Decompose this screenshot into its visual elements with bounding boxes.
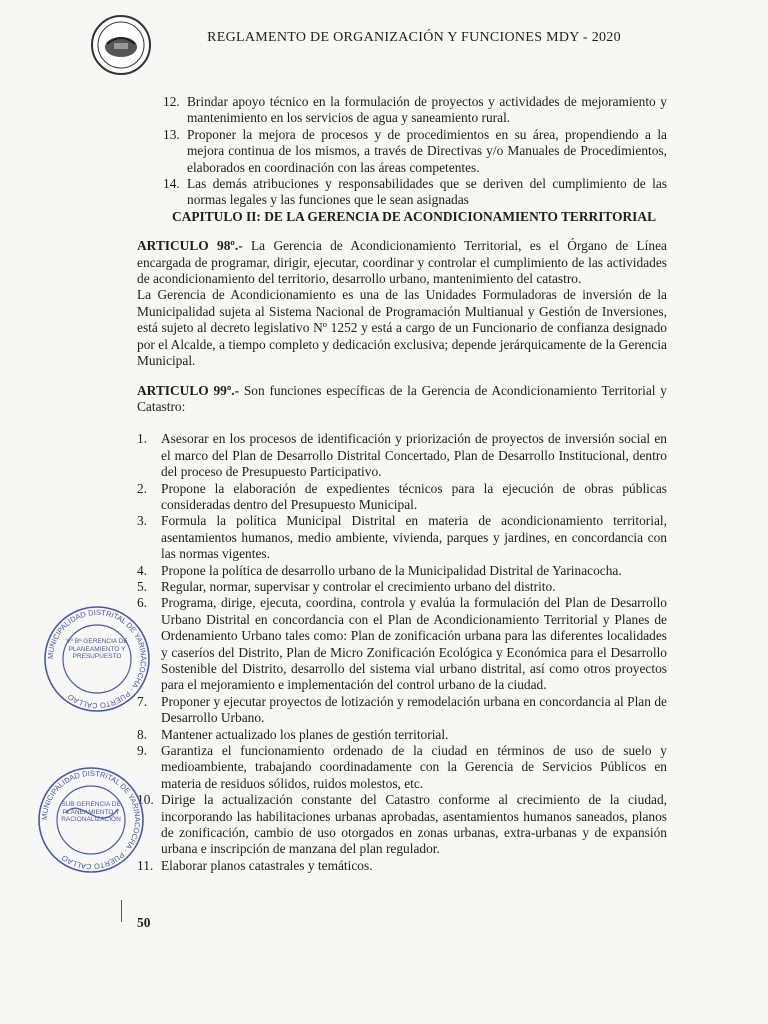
stamp-center-text: Vº Bº GERENCIA DE PLANEAMIENTO Y PRESUPUESTO xyxy=(66,638,128,660)
list-item xyxy=(137,563,667,579)
item-number: 6. xyxy=(137,595,148,611)
item-number: 3. xyxy=(137,513,148,529)
item-text: Propone la elaboración de expedientes técnicos para la ejecución de obras públicas consideradas dentro del Presupuesto Municipal. xyxy=(161,480,667,512)
item-text: Proponer y ejecutar proyectos de lotización y remodelación urbana en concordancia al Plan de Desarrollo Urbano. xyxy=(161,693,667,726)
chapter-heading: CAPITULO II: DE LA GERENCIA DE ACONDICIONAMIENTO TERRITORIAL xyxy=(171,208,657,224)
item-text: Proponer la mejora de procesos y de procedimientos en su área, propendiendo a la mejora continua de los mismos, a través de Directivas y/o Manuales de Procedimientos, elaborados en coordinación con las áreas competentes. xyxy=(187,126,667,175)
list-item xyxy=(137,431,667,480)
item-text: Las demás atribuciones y responsabilidades que se deriven del cumplimiento de las normas legales y las funciones que le sean asignadas xyxy=(187,176,667,208)
article-98 xyxy=(137,238,667,287)
list-item xyxy=(163,176,667,209)
list-item xyxy=(137,579,667,595)
stamp-seal-2 xyxy=(36,765,146,875)
document-header: REGLAMENTO DE ORGANIZACIÓN Y FUNCIONES MDY - 2020 xyxy=(207,30,621,45)
list-item xyxy=(137,727,667,743)
item-text: Dirige la actualización constante del Catastro conforme al crecimiento de la ciudad, incorporando las habilitaciones urbanas aprobadas, asentamientos humanos saneados, planos de zonificación, cambio de uso otorgados en zonas urbanas, extra-urbanas y de expansión urbana e inscripción de manzana del plan regulador. xyxy=(161,792,667,857)
item-text: Brindar apoyo técnico en la formulación de proyectos y actividades de mejoramiento y mantenimiento en los servicios de agua y saneamiento rural. xyxy=(187,94,667,126)
item-text: Programa, dirige, ejecuta, coordina, controla y evalúa la formulación del Plan de Desarrollo Urbano Distrital en concordancia con el Plan de Acondicionamiento Territorial y Planes de Ordenamiento Urbano tales como: Plan de zonificación urbana para las diferentes localidades y caseríos del Distrito, Plan de Micro Zonificación Ecológica y Económica para el Desarrollo Sostenible del Distrito, desarrollo del sistema vial urbano distrital, así como otros proyectos para el mejoramiento e implementación del control urbano de la ciudad. xyxy=(161,595,667,693)
document-body xyxy=(137,94,667,874)
item-number: 8. xyxy=(137,726,148,742)
item-number: 5. xyxy=(137,578,148,594)
list-item xyxy=(163,127,667,176)
article-98-label: ARTICULO 98º.- xyxy=(137,238,243,254)
article-99 xyxy=(137,383,667,416)
item-text: Mantener actualizado los planes de gestión territorial. xyxy=(161,726,449,742)
item-number: 11. xyxy=(137,857,154,873)
item-text: Elaborar planos catastrales y temáticos. xyxy=(161,857,373,873)
stamp-seal-1 xyxy=(42,604,152,714)
functions-list xyxy=(137,431,667,874)
article-99-label: ARTICULO 99º.- xyxy=(137,382,240,398)
stamp-ring-text: MUNICIPALIDAD DISTRITAL DE YARINACOCHA · PUERTO CALLAO xyxy=(39,768,143,872)
item-text: Asesorar en los procesos de identificación y priorización de proyectos de inversión social en el marco del Plan de Desarrollo Distrital Concertado, Plan de Desarrollo Institucional, dentro del proceso de Presupuesto Participativo. xyxy=(161,431,667,480)
item-number: 14. xyxy=(163,176,180,192)
list-item xyxy=(137,595,667,693)
list-item xyxy=(137,513,667,562)
article-98-paragraph-2: La Gerencia de Acondicionamiento es una de las Unidades Formuladoras de inversión de la Municipalidad sujeta al Sistema Nacional de Programación Multianual y Gestión de Inversiones, está sujeto al decreto legislativo Nº 1252 y está a cargo de un Funcionario de confianza designado por el Alcalde, a tiempo completo y dedicación exclusiva; depende jerárquicamente de la Gerencia Municipal. xyxy=(137,287,667,369)
item-number: 9. xyxy=(137,743,148,759)
margin-bar xyxy=(121,900,122,922)
stamp-center-text: SUB GERENCIA DE PLANEAMIENTO Y RACIONALIZACIÓN xyxy=(61,801,121,823)
item-text: Garantiza el funcionamiento ordenado de la ciudad en términos de uso de suelo y medioambiente, trabajando coordinadamente con la Gerencia de Servicios Públicos en materia de residuos sólidos, ruidos molestos, etc. xyxy=(161,743,667,791)
item-text: Formula la política Municipal Distrital en materia de acondicionamiento territorial, asentamientos humanos, medio ambiente, vivienda, parques y jardines, en concordancia con las normas vigentes. xyxy=(161,513,667,562)
item-number: 1. xyxy=(137,431,148,447)
item-number: 2. xyxy=(137,480,148,496)
item-text: Regular, normar, supervisar y controlar el crecimiento urbano del distrito. xyxy=(161,578,556,594)
list-item xyxy=(137,858,667,874)
item-text: Propone la política de desarrollo urbano de la Municipalidad Distrital de Yarinacocha. xyxy=(161,562,622,578)
list-item xyxy=(137,743,667,792)
list-item xyxy=(137,694,667,727)
list-item xyxy=(163,94,667,127)
list-item xyxy=(137,792,667,858)
functions-list-continued xyxy=(163,94,667,209)
stamp-ring-text: MUNICIPALIDAD DISTRITAL DE YARINACOCHA · PUERTO CALLAO xyxy=(45,607,149,711)
list-item xyxy=(137,481,667,514)
item-number: 13. xyxy=(163,126,180,142)
article-99-text: Son funciones específicas de la Gerencia de Acondicionamiento Territorial y Catastro: xyxy=(137,382,667,414)
article-98-text: La Gerencia de Acondicionamiento Territorial, es el Órgano de Línea encargada de programar, dirigir, ejecutar, coordinar y controlar el cumplimiento de las actividades de acondicionamiento del territorio, desarrollo urbano, mantenimiento del catastro. xyxy=(137,238,667,287)
page-number: 50 xyxy=(137,915,151,930)
item-number: 10. xyxy=(137,792,154,808)
item-number: 12. xyxy=(163,94,180,109)
item-number: 4. xyxy=(137,562,148,578)
item-number: 7. xyxy=(137,693,148,709)
